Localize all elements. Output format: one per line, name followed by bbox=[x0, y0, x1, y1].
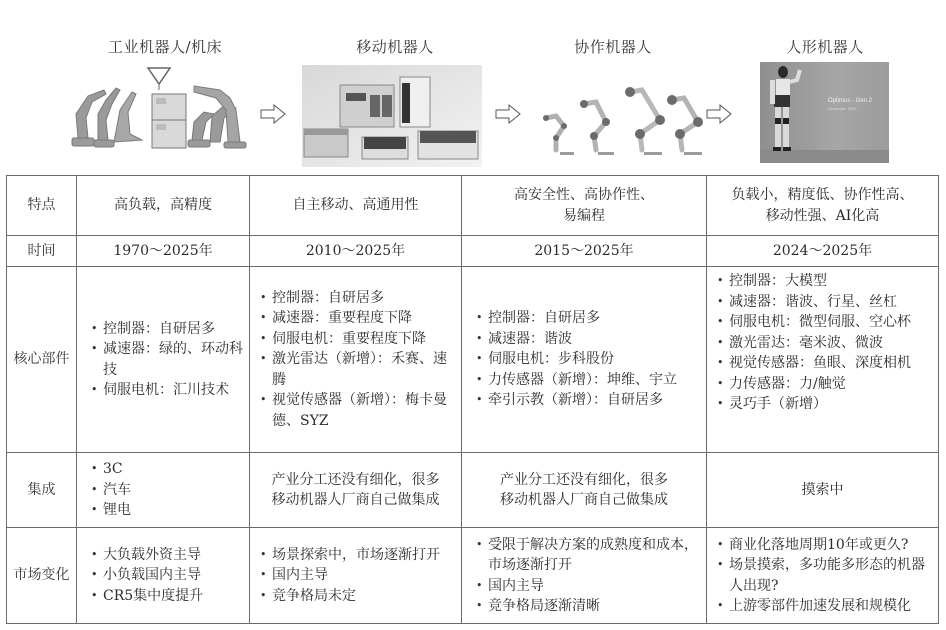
list-item: • CR5集中度提升 bbox=[91, 586, 243, 607]
core-components-humanoid bbox=[707, 267, 939, 453]
list-item: • 上游零部件加速发展和规模化 bbox=[717, 596, 932, 617]
table-row-market-change bbox=[7, 528, 939, 624]
table-row-features bbox=[7, 176, 939, 236]
stage-title-mobile: 移动机器人 bbox=[356, 38, 434, 56]
humanoid-robot-optimus-image bbox=[760, 62, 889, 163]
list-item: • 场景摸索，多功能多形态的机器人出现? bbox=[717, 555, 932, 596]
market-change-industrial bbox=[77, 528, 250, 624]
features-collaborative bbox=[462, 176, 707, 236]
row-header-market-change: 市场变化 bbox=[7, 528, 77, 624]
integration-line: 产业分工还没有细化，很多 bbox=[500, 471, 668, 488]
integration-line: 移动机器人厂商自己做集成 bbox=[500, 492, 668, 508]
humanoid-caption-title: Optimus - Gen 2 bbox=[828, 98, 873, 104]
features-line: 高安全性、高协作性、 bbox=[514, 187, 654, 203]
list-item: • 伺服电机：步科股份 bbox=[476, 349, 700, 370]
features-line: 移动性强、AI化高 bbox=[765, 207, 880, 224]
time-collaborative: 2015～2025年 bbox=[462, 236, 707, 267]
list-item: • 控制器：自研居多 bbox=[91, 319, 243, 340]
features-line: 易编程 bbox=[563, 207, 605, 224]
table-row-time bbox=[7, 236, 939, 267]
list-item: • 灵巧手（新增） bbox=[717, 394, 932, 415]
list-item: • 控制器：自研居多 bbox=[260, 288, 455, 309]
list-item: • 控制器：自研居多 bbox=[476, 308, 700, 329]
list-item: • 牵引示教（新增）：自研居多 bbox=[476, 390, 700, 411]
list-item: • 国内主导 bbox=[260, 565, 455, 586]
humanoid-caption-date: December 2023 bbox=[828, 106, 857, 111]
list-item: • 商业化落地周期10年或更久? bbox=[717, 535, 932, 556]
row-header-core-components: 核心部件 bbox=[7, 267, 77, 453]
core-components-mobile bbox=[250, 267, 462, 453]
list-item: • 减速器：谐波、行星、丝杠 bbox=[717, 292, 932, 313]
right-arrow-icon bbox=[495, 104, 521, 124]
list-item: • 受限于解决方案的成熟度和成本，市场逐渐打开 bbox=[476, 535, 700, 576]
list-item: • 视觉传感器：鱼眼、深度相机 bbox=[717, 353, 932, 374]
list-item: • 竞争格局未定 bbox=[260, 586, 455, 607]
integration-line: 产业分工还没有细化，很多 bbox=[271, 471, 440, 488]
list-item: • 3C bbox=[91, 459, 243, 480]
integration-line: 移动机器人厂商自己做集成 bbox=[271, 492, 440, 508]
right-arrow-icon bbox=[260, 104, 286, 124]
list-item: • 伺服电机：微型伺服、空心杯 bbox=[717, 312, 932, 333]
features-humanoid bbox=[707, 176, 939, 236]
core-components-industrial bbox=[77, 267, 250, 453]
time-industrial: 1970～2025年 bbox=[77, 236, 250, 267]
list-item: • 伺服电机：重要程度下降 bbox=[260, 329, 455, 350]
features-line: 负载小，精度低、协作性高、 bbox=[731, 187, 914, 203]
core-components-collaborative bbox=[462, 267, 707, 453]
row-header-time: 时间 bbox=[7, 236, 77, 267]
list-item: • 减速器：重要程度下降 bbox=[260, 308, 455, 329]
row-header-features: 特点 bbox=[7, 176, 77, 236]
table-row-core-components bbox=[7, 267, 939, 453]
integration-humanoid: 摸索中 bbox=[707, 453, 939, 528]
market-change-humanoid bbox=[707, 528, 939, 624]
table-row-integration bbox=[7, 453, 939, 528]
market-change-mobile bbox=[250, 528, 462, 624]
stage-title-industrial: 工业机器人/机床 bbox=[107, 38, 223, 56]
list-item: • 小负载国内主导 bbox=[91, 565, 243, 586]
list-item: • 力传感器：力/触觉 bbox=[717, 374, 932, 395]
integration-industrial bbox=[77, 453, 250, 528]
stage-title-collaborative: 协作机器人 bbox=[574, 38, 652, 56]
market-change-collaborative bbox=[462, 528, 707, 624]
integration-mobile bbox=[250, 453, 462, 528]
list-item: • 激光雷达（新增）：禾赛、速腾 bbox=[260, 349, 455, 390]
row-header-integration: 集成 bbox=[7, 453, 77, 528]
list-item: • 锂电 bbox=[91, 500, 243, 521]
list-item: • 竞争格局逐渐清晰 bbox=[476, 596, 700, 617]
industrial-robot-arms-image bbox=[70, 64, 250, 154]
robot-comparison-table bbox=[6, 175, 939, 624]
list-item: • 大负载外资主导 bbox=[91, 545, 243, 566]
time-humanoid: 2024～2025年 bbox=[707, 236, 939, 267]
list-item: • 减速器：绿的、环动科技 bbox=[91, 339, 243, 380]
list-item: • 汽车 bbox=[91, 480, 243, 501]
collaborative-robot-arms-image bbox=[534, 80, 724, 158]
right-arrow-icon bbox=[706, 104, 732, 124]
list-item: • 激光雷达：毫米波、微波 bbox=[717, 333, 932, 354]
stage-title-humanoid: 人形机器人 bbox=[786, 38, 864, 56]
list-item: • 场景探索中，市场逐渐打开 bbox=[260, 545, 455, 566]
list-item: • 控制器：大模型 bbox=[717, 271, 932, 292]
features-mobile: 自主移动、高通用性 bbox=[250, 176, 462, 236]
integration-collaborative bbox=[462, 453, 707, 528]
list-item: • 伺服电机：汇川技术 bbox=[91, 380, 243, 401]
list-item: • 国内主导 bbox=[476, 576, 700, 597]
list-item: • 力传感器（新增）：坤维、宇立 bbox=[476, 370, 700, 391]
mobile-robots-agv-image bbox=[302, 65, 482, 167]
list-item: • 减速器：谐波 bbox=[476, 329, 700, 350]
list-item: • 视觉传感器（新增）：梅卡曼德、SYZ bbox=[260, 390, 455, 431]
features-industrial: 高负载，高精度 bbox=[77, 176, 250, 236]
time-mobile: 2010～2025年 bbox=[250, 236, 462, 267]
